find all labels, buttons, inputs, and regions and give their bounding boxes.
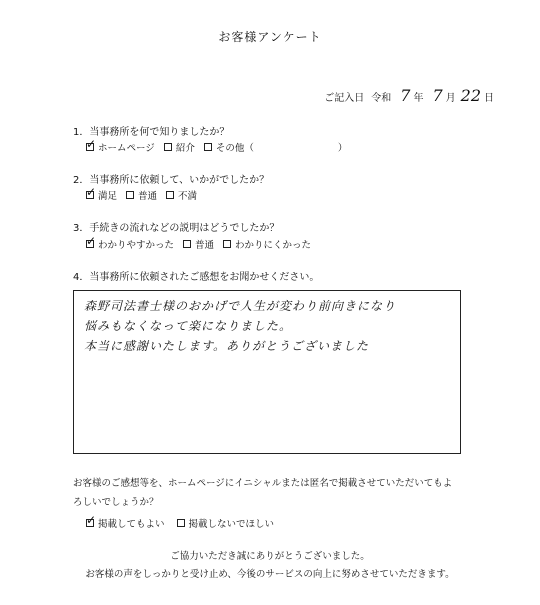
option-dissatisfied[interactable] — [166, 188, 197, 202]
option-other[interactable] — [204, 140, 348, 154]
checkbox-easy[interactable] — [86, 234, 97, 248]
option-label: わかりにくかった — [235, 240, 312, 251]
option-satisfied[interactable] — [86, 185, 118, 202]
checkbox-normal[interactable] — [183, 240, 191, 248]
option-label: わかりやすかった — [98, 240, 175, 251]
date-year: 7 — [400, 86, 411, 105]
option-label: 普通 — [138, 191, 158, 202]
option-publish-ok[interactable] — [86, 513, 165, 530]
option-normal[interactable] — [183, 237, 214, 251]
option-label: 不満 — [178, 191, 198, 202]
option-label: 満足 — [98, 191, 118, 202]
question-2-options — [86, 185, 206, 202]
option-label: 掲載しないでほしい — [188, 519, 275, 530]
checkbox-publish-ok[interactable] — [86, 513, 97, 527]
date-day-unit: 日 — [484, 93, 494, 104]
check-mark-icon: ✓ — [86, 185, 97, 199]
option-referral[interactable] — [164, 140, 195, 154]
question-3: 3．手続きの流れなどの説明はどうでしたか？ — [73, 223, 280, 234]
comment-line-3: 本当に感謝いたします。ありがとうございました — [84, 339, 370, 353]
entry-date — [324, 86, 494, 105]
question-3-options — [86, 234, 320, 251]
close-paren: ） — [337, 143, 348, 154]
comment-line-1: 森野司法書士様のおかげで人生が変わり前向きになり — [84, 299, 397, 313]
question-2: 2．当事務所に依頼して、いかがでしたか？ — [73, 175, 270, 186]
date-year-unit: 年 — [413, 93, 424, 104]
checkbox-dissatisfied[interactable] — [166, 191, 174, 199]
option-label: ホームページ — [98, 143, 155, 154]
option-label: 普通 — [195, 240, 215, 251]
date-month: 7 — [432, 86, 443, 105]
checkbox-hard[interactable] — [223, 240, 231, 248]
date-day: 22 — [460, 86, 481, 105]
footer-thanks: ご協力いただき誠にありがとうございました。 — [170, 551, 370, 562]
check-mark-icon: ✓ — [86, 513, 97, 527]
checkbox-average[interactable] — [126, 191, 134, 199]
date-month-unit: 月 — [445, 93, 456, 104]
option-label: その他（ — [215, 143, 254, 154]
publish-options — [86, 513, 283, 530]
checkbox-other[interactable] — [204, 143, 212, 151]
option-average[interactable] — [126, 188, 157, 202]
footer-message: お客様の声をしっかりと受け止め、今後のサービスの向上に努めさせていただきます。 — [85, 569, 455, 580]
option-hard[interactable] — [223, 237, 311, 251]
publish-question-line-2: ろしいでしょうか？ — [73, 497, 159, 508]
option-label: 掲載してもよい — [98, 519, 165, 530]
checkbox-satisfied[interactable] — [86, 185, 97, 199]
option-homepage[interactable] — [86, 137, 155, 154]
comment-line-2: 悩みもなくなって楽になりました。 — [84, 319, 293, 333]
option-publish-no[interactable] — [177, 516, 275, 530]
check-mark-icon: ✓ — [86, 234, 97, 248]
option-easy[interactable] — [86, 234, 175, 251]
date-label: ご記入日 — [324, 93, 365, 104]
question-4: 4．当事務所に依頼されたご感想をお聞かせください。 — [73, 272, 320, 283]
date-era: 令和 — [371, 93, 392, 104]
option-label: 紹介 — [175, 143, 195, 154]
publish-question-line-1: お客様のご感想等を、ホームページにイニシャルまたは匿名で掲載させていただいてもよ — [73, 478, 453, 489]
page-title: お客様アンケート — [218, 30, 322, 44]
comment-box[interactable] — [73, 290, 461, 454]
checkbox-publish-no[interactable] — [177, 519, 185, 527]
question-1-options — [86, 137, 356, 154]
checkbox-referral[interactable] — [164, 143, 172, 151]
question-1: 1．当事務所を何で知りましたか？ — [73, 127, 230, 138]
check-mark-icon: ✓ — [86, 137, 97, 151]
checkbox-homepage[interactable] — [86, 137, 97, 151]
